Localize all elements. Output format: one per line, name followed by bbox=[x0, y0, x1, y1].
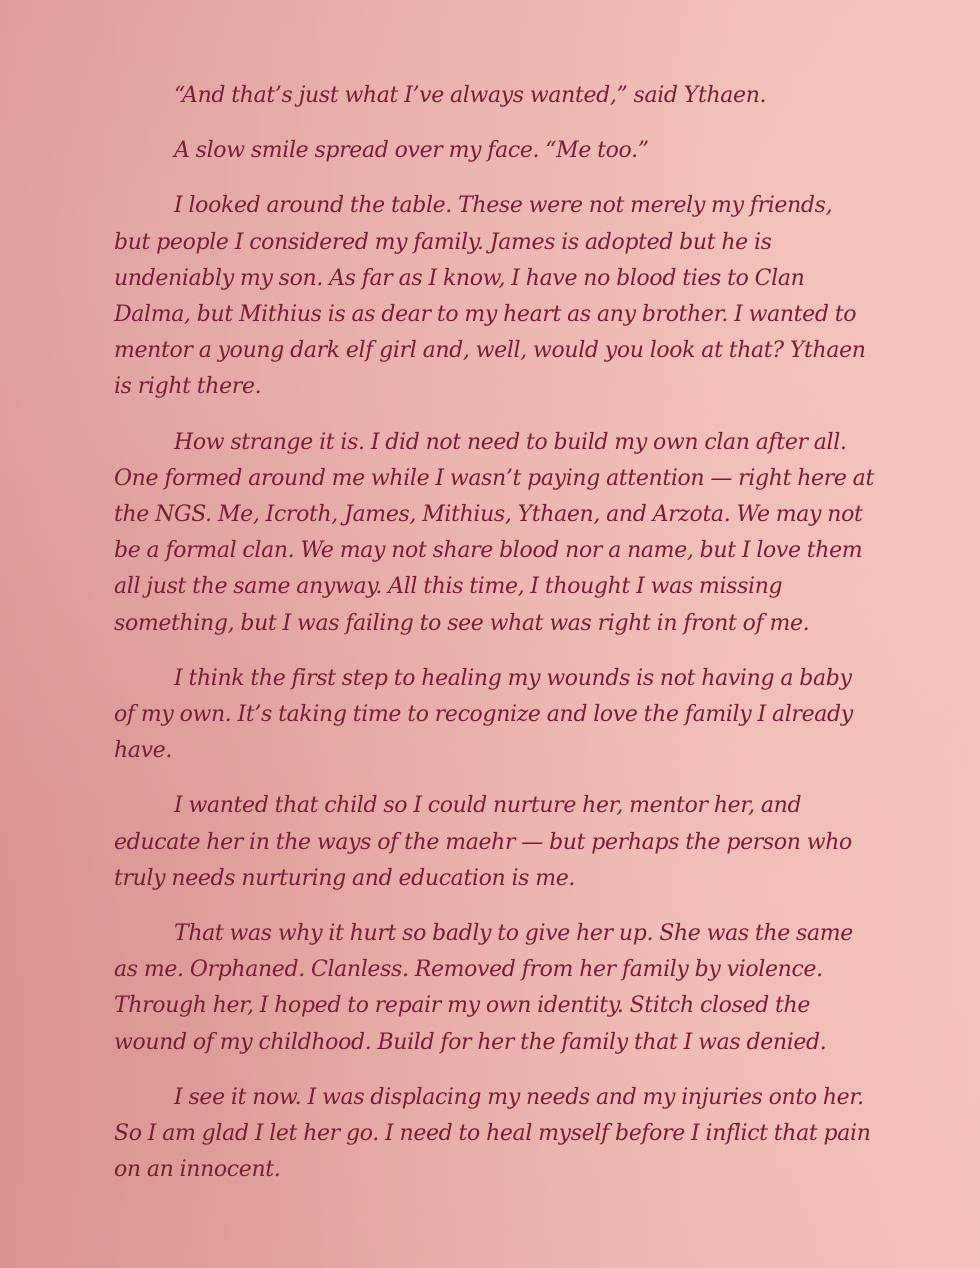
paragraph-8: I see it now. I was displacing my needs and my injuries onto her. So I am glad I let her go. I need to heal myself before I inflict that pain on an innocent. bbox=[114, 1084, 871, 1183]
paragraph-2: A slow smile spread over my face. “Me too.” bbox=[174, 138, 649, 164]
paragraph-3: I looked around the table. These were not merely my friends, but people I considered my family. James is adopted but he is undeniably my son. As far as I know, I have no blood ties to Clan Dalma, but Mithius is as dear to my heart as any brother. I wanted to mentor a young dark elf girl and, well, would you look at that? Ythaen is right there. bbox=[114, 193, 866, 400]
paragraph-6: I wanted that child so I could nurture her, mentor her, and educate her in the ways of the maehr — but perhaps the person who truly needs nurturing and education is me. bbox=[114, 793, 852, 891]
page-body bbox=[114, 78, 874, 1183]
paragraph-7: That was why it hurt so badly to give her up. She was the same as me. Orphaned. Clanless. Removed from her family by violence. Through her, I hoped to repair my own identity. Stitch closed the wound of my childhood. Build for her the family that I was denied. bbox=[114, 921, 853, 1055]
paragraph-1: “And that’s just what I’ve always wanted,” said Ythaen. bbox=[174, 83, 767, 108]
paragraph-5: I think the first step to healing my wounds is not having a baby of my own. It’s taking time to recognize and love the family I already have. bbox=[114, 665, 853, 764]
paragraph-4: How strange it is. I did not need to build my own clan after all. One formed around me while I wasn’t paying attention — right here at the NGS. Me, Icroth, James, Mithius, Ythaen, and Arzota. We may not be a formal clan. We may not share blood nor a name, but I love them all just the same anyway. All this time, I thought I was missing something, but I was failing to see what was right in front of me. bbox=[114, 429, 874, 636]
